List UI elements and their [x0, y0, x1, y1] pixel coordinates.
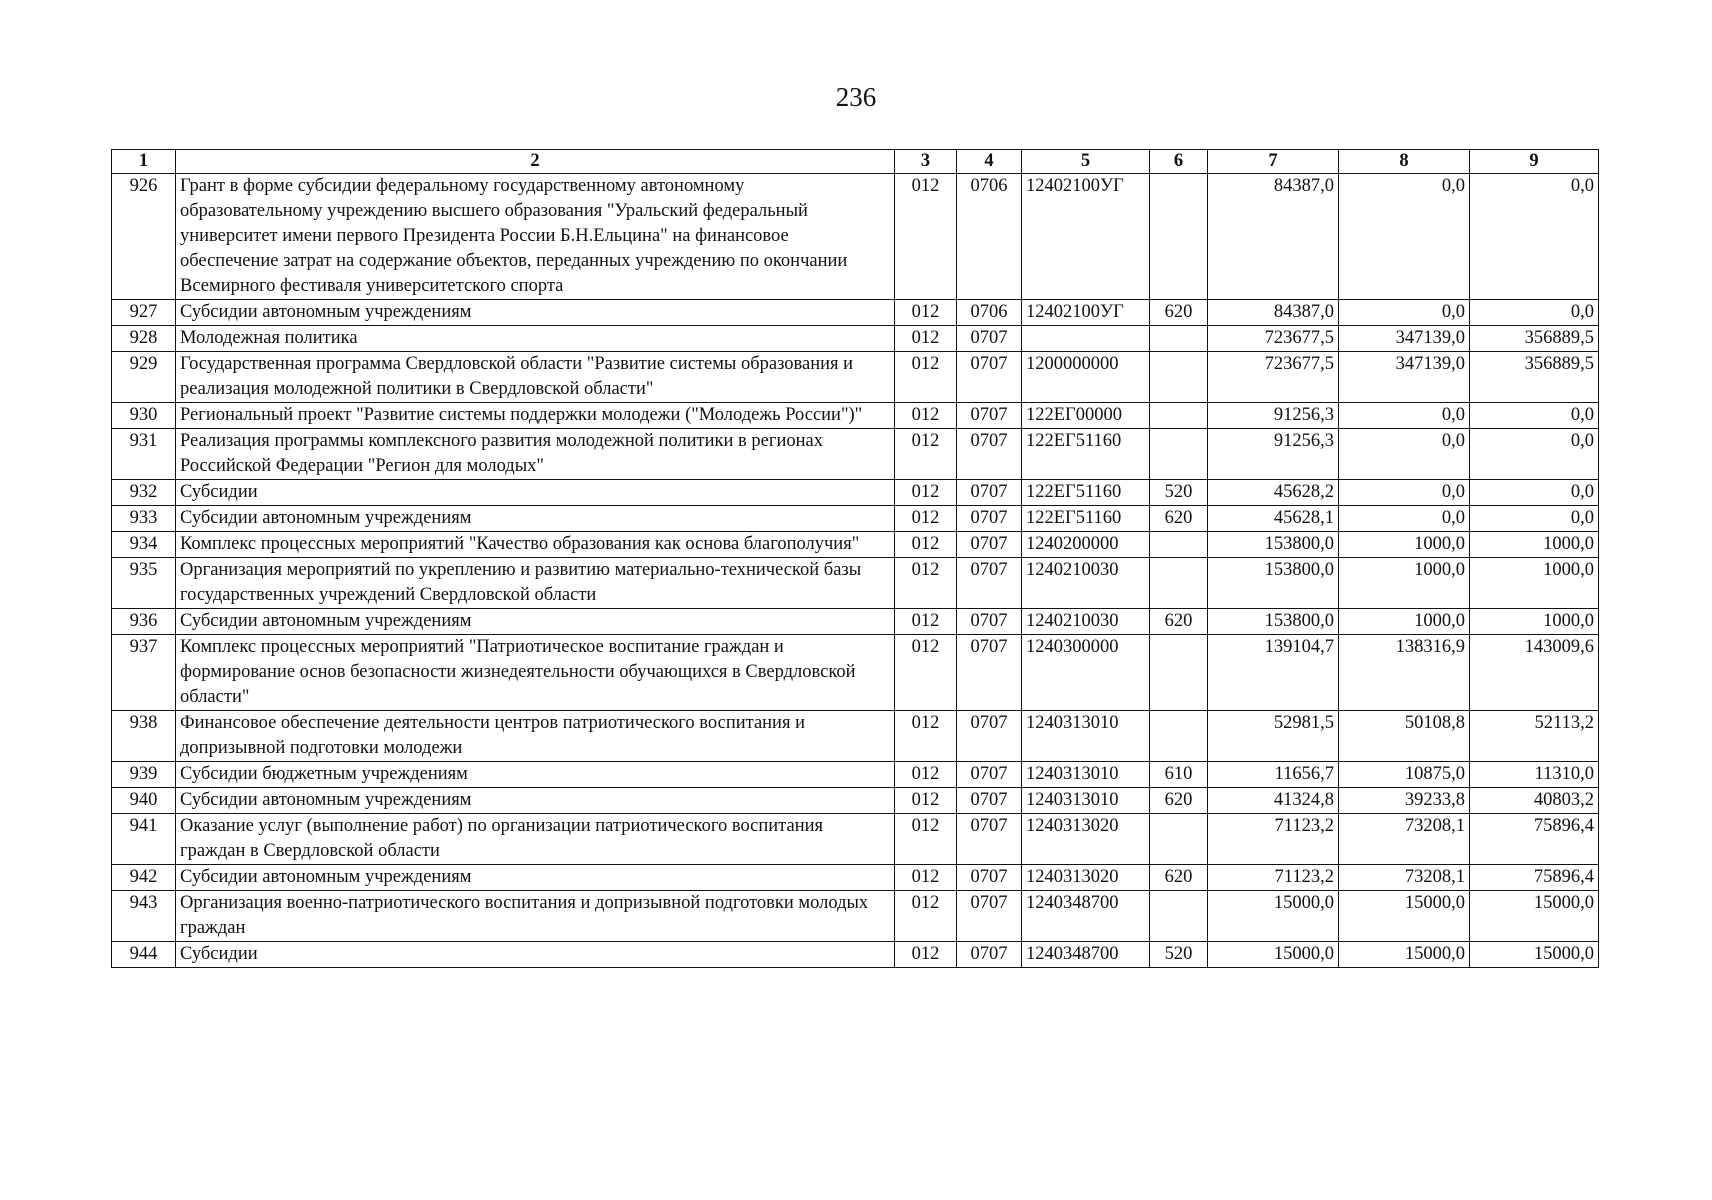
- row-name-cell: Региональный проект "Развитие системы поддержки молодежи ("Молодежь России")": [176, 403, 895, 429]
- expense-type-cell: 520: [1150, 480, 1208, 506]
- amount-col9-cell: 0,0: [1470, 480, 1599, 506]
- target-code-cell: 1200000000: [1022, 352, 1150, 403]
- row-number-cell: 926: [112, 174, 176, 300]
- expense-type-cell: [1150, 814, 1208, 865]
- amount-col8-cell: 347139,0: [1339, 352, 1470, 403]
- expense-type-cell: [1150, 326, 1208, 352]
- header-cell: 9: [1470, 150, 1599, 174]
- target-code-cell: 122ЕГ51160: [1022, 506, 1150, 532]
- admin-code-cell: 012: [895, 532, 957, 558]
- amount-col8-cell: 73208,1: [1339, 814, 1470, 865]
- amount-col9-cell: 11310,0: [1470, 762, 1599, 788]
- row-number-cell: 940: [112, 788, 176, 814]
- admin-code-cell: 012: [895, 711, 957, 762]
- amount-col7-cell: 153800,0: [1208, 558, 1339, 609]
- admin-code-cell: 012: [895, 300, 957, 326]
- amount-col7-cell: 84387,0: [1208, 174, 1339, 300]
- expense-type-cell: [1150, 352, 1208, 403]
- table-row: [112, 558, 1599, 609]
- header-cell: 8: [1339, 150, 1470, 174]
- table-row: [112, 429, 1599, 480]
- table-row: [112, 300, 1599, 326]
- amount-col7-cell: 139104,7: [1208, 635, 1339, 711]
- admin-code-cell: 012: [895, 891, 957, 942]
- amount-col9-cell: 15000,0: [1470, 942, 1599, 968]
- table-row: [112, 762, 1599, 788]
- row-name-cell: Комплекс процессных мероприятий "Качество образования как основа благополучия": [176, 532, 895, 558]
- amount-col7-cell: 71123,2: [1208, 865, 1339, 891]
- amount-col8-cell: 0,0: [1339, 174, 1470, 300]
- row-name-cell: Субсидии автономным учреждениям: [176, 788, 895, 814]
- section-code-cell: 0707: [957, 711, 1022, 762]
- row-number-cell: 937: [112, 635, 176, 711]
- table-row: [112, 711, 1599, 762]
- amount-col9-cell: 40803,2: [1470, 788, 1599, 814]
- header-cell: 5: [1022, 150, 1150, 174]
- table-row: [112, 788, 1599, 814]
- admin-code-cell: 012: [895, 403, 957, 429]
- amount-col7-cell: 45628,2: [1208, 480, 1339, 506]
- amount-col9-cell: 143009,6: [1470, 635, 1599, 711]
- amount-col9-cell: 1000,0: [1470, 558, 1599, 609]
- target-code-cell: 122ЕГ51160: [1022, 429, 1150, 480]
- expense-type-cell: 610: [1150, 762, 1208, 788]
- amount-col8-cell: 0,0: [1339, 429, 1470, 480]
- amount-col7-cell: 84387,0: [1208, 300, 1339, 326]
- amount-col8-cell: 50108,8: [1339, 711, 1470, 762]
- amount-col9-cell: 0,0: [1470, 506, 1599, 532]
- amount-col8-cell: 0,0: [1339, 506, 1470, 532]
- section-code-cell: 0707: [957, 942, 1022, 968]
- target-code-cell: 12402100УГ: [1022, 300, 1150, 326]
- admin-code-cell: 012: [895, 635, 957, 711]
- section-code-cell: 0707: [957, 532, 1022, 558]
- amount-col9-cell: 356889,5: [1470, 352, 1599, 403]
- row-number-cell: 936: [112, 609, 176, 635]
- header-cell: 4: [957, 150, 1022, 174]
- table-row: [112, 532, 1599, 558]
- section-code-cell: 0706: [957, 174, 1022, 300]
- header-cell: 1: [112, 150, 176, 174]
- target-code-cell: 1240210030: [1022, 558, 1150, 609]
- target-code-cell: 12402100УГ: [1022, 174, 1150, 300]
- table-row: [112, 352, 1599, 403]
- amount-col8-cell: 73208,1: [1339, 865, 1470, 891]
- header-cell: 7: [1208, 150, 1339, 174]
- section-code-cell: 0707: [957, 326, 1022, 352]
- admin-code-cell: 012: [895, 326, 957, 352]
- row-name-cell: Субсидии: [176, 942, 895, 968]
- budget-table: [111, 149, 1599, 968]
- amount-col7-cell: 11656,7: [1208, 762, 1339, 788]
- amount-col8-cell: 0,0: [1339, 480, 1470, 506]
- section-code-cell: 0706: [957, 300, 1022, 326]
- amount-col7-cell: 153800,0: [1208, 609, 1339, 635]
- admin-code-cell: 012: [895, 352, 957, 403]
- amount-col7-cell: 52981,5: [1208, 711, 1339, 762]
- amount-col7-cell: 153800,0: [1208, 532, 1339, 558]
- row-name-cell: Субсидии бюджетным учреждениям: [176, 762, 895, 788]
- amount-col8-cell: 39233,8: [1339, 788, 1470, 814]
- expense-type-cell: [1150, 532, 1208, 558]
- expense-type-cell: 520: [1150, 942, 1208, 968]
- target-code-cell: 1240313010: [1022, 711, 1150, 762]
- target-code-cell: 1240300000: [1022, 635, 1150, 711]
- table-row: [112, 891, 1599, 942]
- amount-col9-cell: 75896,4: [1470, 865, 1599, 891]
- table-row: [112, 865, 1599, 891]
- row-number-cell: 928: [112, 326, 176, 352]
- amount-col9-cell: 1000,0: [1470, 532, 1599, 558]
- admin-code-cell: 012: [895, 865, 957, 891]
- amount-col9-cell: 0,0: [1470, 403, 1599, 429]
- amount-col8-cell: 10875,0: [1339, 762, 1470, 788]
- expense-type-cell: [1150, 891, 1208, 942]
- section-code-cell: 0707: [957, 506, 1022, 532]
- table-row: [112, 174, 1599, 300]
- row-number-cell: 944: [112, 942, 176, 968]
- target-code-cell: 1240313010: [1022, 788, 1150, 814]
- amount-col7-cell: 15000,0: [1208, 942, 1339, 968]
- row-name-cell: Молодежная политика: [176, 326, 895, 352]
- expense-type-cell: 620: [1150, 609, 1208, 635]
- amount-col8-cell: 1000,0: [1339, 532, 1470, 558]
- target-code-cell: 122ЕГ51160: [1022, 480, 1150, 506]
- table-row: [112, 814, 1599, 865]
- section-code-cell: 0707: [957, 788, 1022, 814]
- section-code-cell: 0707: [957, 865, 1022, 891]
- amount-col9-cell: 52113,2: [1470, 711, 1599, 762]
- row-number-cell: 938: [112, 711, 176, 762]
- table-row: [112, 506, 1599, 532]
- row-number-cell: 943: [112, 891, 176, 942]
- target-code-cell: 1240200000: [1022, 532, 1150, 558]
- amount-col8-cell: 138316,9: [1339, 635, 1470, 711]
- expense-type-cell: [1150, 429, 1208, 480]
- amount-col8-cell: 347139,0: [1339, 326, 1470, 352]
- amount-col9-cell: 1000,0: [1470, 609, 1599, 635]
- amount-col9-cell: 75896,4: [1470, 814, 1599, 865]
- amount-col9-cell: 15000,0: [1470, 891, 1599, 942]
- amount-col7-cell: 91256,3: [1208, 403, 1339, 429]
- table-row: [112, 942, 1599, 968]
- expense-type-cell: 620: [1150, 788, 1208, 814]
- section-code-cell: 0707: [957, 762, 1022, 788]
- admin-code-cell: 012: [895, 429, 957, 480]
- row-name-cell: Субсидии автономным учреждениям: [176, 865, 895, 891]
- expense-type-cell: [1150, 635, 1208, 711]
- section-code-cell: 0707: [957, 480, 1022, 506]
- amount-col8-cell: 0,0: [1339, 403, 1470, 429]
- amount-col7-cell: 723677,5: [1208, 326, 1339, 352]
- table-row: [112, 609, 1599, 635]
- target-code-cell: 1240348700: [1022, 891, 1150, 942]
- amount-col8-cell: 1000,0: [1339, 558, 1470, 609]
- row-name-cell: Финансовое обеспечение деятельности центров патриотического воспитания и допризывной подготовки молодежи: [176, 711, 895, 762]
- row-number-cell: 931: [112, 429, 176, 480]
- table-row: [112, 480, 1599, 506]
- amount-col8-cell: 1000,0: [1339, 609, 1470, 635]
- amount-col7-cell: 41324,8: [1208, 788, 1339, 814]
- row-number-cell: 939: [112, 762, 176, 788]
- section-code-cell: 0707: [957, 609, 1022, 635]
- table-row: [112, 635, 1599, 711]
- target-code-cell: [1022, 326, 1150, 352]
- section-code-cell: 0707: [957, 352, 1022, 403]
- row-name-cell: Государственная программа Свердловской области "Развитие системы образования и реализация молодежной политики в Свердловской области": [176, 352, 895, 403]
- row-number-cell: 933: [112, 506, 176, 532]
- header-cell: 2: [176, 150, 895, 174]
- admin-code-cell: 012: [895, 788, 957, 814]
- admin-code-cell: 012: [895, 762, 957, 788]
- expense-type-cell: [1150, 558, 1208, 609]
- row-name-cell: Организация мероприятий по укреплению и развитию материально-технической базы государственных учреждений Свердловской области: [176, 558, 895, 609]
- admin-code-cell: 012: [895, 506, 957, 532]
- amount-col7-cell: 71123,2: [1208, 814, 1339, 865]
- section-code-cell: 0707: [957, 635, 1022, 711]
- page-number: 236: [835, 82, 877, 112]
- admin-code-cell: 012: [895, 814, 957, 865]
- row-name-cell: Субсидии автономным учреждениям: [176, 609, 895, 635]
- amount-col8-cell: 15000,0: [1339, 942, 1470, 968]
- row-number-cell: 934: [112, 532, 176, 558]
- admin-code-cell: 012: [895, 942, 957, 968]
- target-code-cell: 1240313020: [1022, 814, 1150, 865]
- amount-col9-cell: 0,0: [1470, 300, 1599, 326]
- section-code-cell: 0707: [957, 891, 1022, 942]
- expense-type-cell: [1150, 174, 1208, 300]
- header-cell: 6: [1150, 150, 1208, 174]
- amount-col8-cell: 0,0: [1339, 300, 1470, 326]
- row-name-cell: Реализация программы комплексного развития молодежной политики в регионах Российской Федерации "Регион для молодых": [176, 429, 895, 480]
- row-name-cell: Комплекс процессных мероприятий "Патриотическое воспитание граждан и формирование основ безопасности жизнедеятельности обучающихся в Свердловской области": [176, 635, 895, 711]
- row-number-cell: 941: [112, 814, 176, 865]
- expense-type-cell: 620: [1150, 506, 1208, 532]
- header-row: [112, 150, 1599, 174]
- admin-code-cell: 012: [895, 558, 957, 609]
- expense-type-cell: [1150, 711, 1208, 762]
- section-code-cell: 0707: [957, 814, 1022, 865]
- target-code-cell: 1240348700: [1022, 942, 1150, 968]
- row-name-cell: Оказание услуг (выполнение работ) по организации патриотического воспитания граждан в Свердловской области: [176, 814, 895, 865]
- row-number-cell: 929: [112, 352, 176, 403]
- amount-col9-cell: 0,0: [1470, 174, 1599, 300]
- table-row: [112, 326, 1599, 352]
- expense-type-cell: 620: [1150, 865, 1208, 891]
- section-code-cell: 0707: [957, 558, 1022, 609]
- amount-col7-cell: 91256,3: [1208, 429, 1339, 480]
- amount-col7-cell: 45628,1: [1208, 506, 1339, 532]
- row-name-cell: Грант в форме субсидии федеральному государственному автономному образовательному учреждению высшего образования "Уральский федеральный университет имени первого Президента России Б.Н.Ельцина" на финансовое обеспечение затрат на содержание объектов, переданных учреждению по окончании Всемирного фестиваля университетского спорта: [176, 174, 895, 300]
- header-cell: 3: [895, 150, 957, 174]
- amount-col8-cell: 15000,0: [1339, 891, 1470, 942]
- amount-col9-cell: 356889,5: [1470, 326, 1599, 352]
- amount-col7-cell: 723677,5: [1208, 352, 1339, 403]
- table-row: [112, 403, 1599, 429]
- target-code-cell: 1240313020: [1022, 865, 1150, 891]
- target-code-cell: 122ЕГ00000: [1022, 403, 1150, 429]
- section-code-cell: 0707: [957, 429, 1022, 480]
- row-number-cell: 930: [112, 403, 176, 429]
- row-number-cell: 932: [112, 480, 176, 506]
- admin-code-cell: 012: [895, 174, 957, 300]
- target-code-cell: 1240210030: [1022, 609, 1150, 635]
- row-name-cell: Субсидии автономным учреждениям: [176, 300, 895, 326]
- admin-code-cell: 012: [895, 480, 957, 506]
- amount-col9-cell: 0,0: [1470, 429, 1599, 480]
- row-name-cell: Субсидии: [176, 480, 895, 506]
- table-body: [112, 174, 1599, 968]
- amount-col7-cell: 15000,0: [1208, 891, 1339, 942]
- expense-type-cell: [1150, 403, 1208, 429]
- row-name-cell: Организация военно-патриотического воспитания и допризывной подготовки молодых граждан: [176, 891, 895, 942]
- expense-type-cell: 620: [1150, 300, 1208, 326]
- row-number-cell: 927: [112, 300, 176, 326]
- admin-code-cell: 012: [895, 609, 957, 635]
- target-code-cell: 1240313010: [1022, 762, 1150, 788]
- row-number-cell: 935: [112, 558, 176, 609]
- section-code-cell: 0707: [957, 403, 1022, 429]
- row-number-cell: 942: [112, 865, 176, 891]
- row-name-cell: Субсидии автономным учреждениям: [176, 506, 895, 532]
